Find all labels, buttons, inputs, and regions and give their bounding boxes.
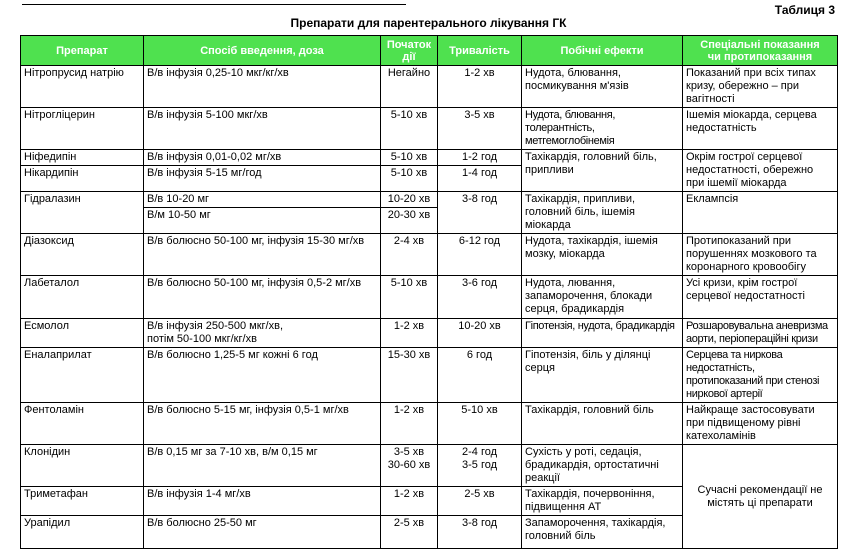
drug-name: Урапідил bbox=[21, 516, 144, 549]
onset: 1-2 хв bbox=[381, 319, 438, 348]
drug-name: Клонідин bbox=[21, 445, 144, 487]
onset: 5-10 хв bbox=[381, 108, 438, 150]
duration: 10-20 хв bbox=[438, 319, 522, 348]
duration bbox=[438, 445, 522, 487]
drug-name: Есмолол bbox=[21, 319, 144, 348]
onset: 2-4 хв bbox=[381, 234, 438, 276]
header-special bbox=[683, 36, 838, 66]
special-notes: Найкраще застосовувати при підвищеному рівні катехоламінів bbox=[683, 403, 838, 445]
duration-iv: 2-4 год bbox=[461, 446, 498, 458]
side-effects: Запаморочення, тахікардія, головний біль bbox=[522, 516, 683, 549]
route-dose: В/в болюсно 25-50 мг bbox=[144, 516, 381, 549]
drug-name: Ніфедипін bbox=[21, 150, 144, 166]
duration: 3-6 год bbox=[438, 276, 522, 319]
onset: 5-10 хв bbox=[381, 150, 438, 166]
top-rule bbox=[22, 4, 406, 5]
route-dose: В/м 10-50 мг bbox=[144, 208, 381, 234]
table-row bbox=[21, 66, 838, 108]
drug-name: Нітропрусид натрію bbox=[21, 66, 144, 108]
header-onset: Початок дії bbox=[381, 36, 438, 66]
header-side-effects: Побічні ефекти bbox=[522, 36, 683, 66]
header-special-line2: чи протипоказання bbox=[707, 50, 813, 63]
onset: 10-20 хв bbox=[381, 192, 438, 208]
side-effects-shared: Тахікардія, головний біль, припливи bbox=[522, 150, 683, 192]
side-effects: Нудота, тахікардія, ішемія мозку, міокарда bbox=[522, 234, 683, 276]
onset: 20-30 хв bbox=[381, 208, 438, 234]
onset: 15-30 хв bbox=[381, 348, 438, 403]
header-duration: Тривалість bbox=[438, 36, 522, 66]
header-route: Спосіб введення, доза bbox=[144, 36, 381, 66]
table-row bbox=[21, 319, 838, 348]
route-dose: В/в болюсно 5-15 мг, інфузія 0,5-1 мг/хв bbox=[144, 403, 381, 445]
onset-iv: 3-5 хв bbox=[393, 446, 425, 458]
route-dose: В/в 10-20 мг bbox=[144, 192, 381, 208]
drug-name: Фентоламін bbox=[21, 403, 144, 445]
duration: 2-5 хв bbox=[438, 487, 522, 516]
side-effects: Тахікардія, почервоніння, підвищення АТ bbox=[522, 487, 683, 516]
route-dose-line1: В/в інфузія 250-500 мкг/хв, bbox=[147, 320, 284, 332]
drug-name: Нітрогліцерин bbox=[21, 108, 144, 150]
drug-name: Гідралазин bbox=[21, 192, 144, 234]
onset-im: 30-60 хв bbox=[387, 459, 431, 471]
table-row bbox=[21, 445, 838, 487]
onset: 5-10 хв bbox=[381, 276, 438, 319]
table-row bbox=[21, 276, 838, 319]
special-notes: Еклампсія bbox=[683, 192, 838, 234]
route-dose-line2: потім 50-100 мкг/кг/хв bbox=[147, 333, 257, 345]
special-notes-shared: Окрім гострої серцевої недостатності, обережно при ішемії міокарда bbox=[683, 150, 838, 192]
table-row bbox=[21, 348, 838, 403]
route-dose: В/в інфузія 1-4 мг/хв bbox=[144, 487, 381, 516]
onset: 1-2 хв bbox=[381, 487, 438, 516]
duration: 3-5 хв bbox=[438, 108, 522, 150]
special-notes-shared: Сучасні рекомендації не містять ці препарати bbox=[683, 445, 838, 549]
route-dose: В/в болюсно 50-100 мг, інфузія 15-30 мг/хв bbox=[144, 234, 381, 276]
drug-name: Лабеталол bbox=[21, 276, 144, 319]
route-dose bbox=[144, 319, 381, 348]
drugs-table bbox=[20, 35, 838, 549]
table-row bbox=[21, 403, 838, 445]
route-dose: В/в 0,15 мг за 7-10 хв, в/м 0,15 мг bbox=[144, 445, 381, 487]
side-effects: Нудота, лювання, запаморочення, блокади серця, брадикардія bbox=[522, 276, 683, 319]
onset: Негайно bbox=[381, 66, 438, 108]
special-notes: Ішемія міокарда, серцева недостатність bbox=[683, 108, 838, 150]
table-title: Препарати для парентерального лікування ГК bbox=[290, 16, 567, 30]
side-effects: Нудота, блювання, посмикування м'язів bbox=[522, 66, 683, 108]
onset bbox=[381, 445, 438, 487]
special-notes: Протипоказаний при порушеннях мозкового та коронарного кровообігу bbox=[683, 234, 838, 276]
duration: 3-8 год bbox=[438, 516, 522, 549]
route-dose: В/в інфузія 0,25-10 мкг/кг/хв bbox=[144, 66, 381, 108]
onset: 2-5 хв bbox=[381, 516, 438, 549]
route-dose: В/в інфузія 0,01-0,02 мг/хв bbox=[144, 150, 381, 166]
header-drug: Препарат bbox=[21, 36, 144, 66]
duration: 1-2 год bbox=[438, 150, 522, 166]
drug-name: Еналаприлат bbox=[21, 348, 144, 403]
table-row bbox=[21, 150, 838, 166]
header-row bbox=[21, 36, 838, 66]
special-notes: Показаний при всіх типах кризу, обережно – при вагітності bbox=[683, 66, 838, 108]
side-effects: Гіпотензія, нудота, брадикардія bbox=[522, 319, 683, 348]
side-effects: Нудота, блювання, толерантність, метгемоглобінемія bbox=[522, 108, 683, 150]
duration: 5-10 хв bbox=[438, 403, 522, 445]
table-number: Таблиця 3 bbox=[774, 3, 835, 17]
duration: 1-4 год bbox=[438, 166, 522, 192]
table-row bbox=[21, 192, 838, 208]
side-effects: Тахікардія, головний біль bbox=[522, 403, 683, 445]
side-effects: Гіпотензія, біль у ділянці серця bbox=[522, 348, 683, 403]
drug-name: Триметафан bbox=[21, 487, 144, 516]
route-dose: В/в болюсно 50-100 мг, інфузія 0,5-2 мг/хв bbox=[144, 276, 381, 319]
route-dose: В/в інфузія 5-15 мг/год bbox=[144, 166, 381, 192]
table-row bbox=[21, 234, 838, 276]
special-notes: Розшаровувальна аневризма аорти, періопераційні кризи bbox=[683, 319, 838, 348]
side-effects: Сухість у роті, седація, брадикардія, ортостатичні реакції bbox=[522, 445, 683, 487]
drug-name: Нікардипін bbox=[21, 166, 144, 192]
duration: 6-12 год bbox=[438, 234, 522, 276]
route-dose: В/в інфузія 5-100 мкг/хв bbox=[144, 108, 381, 150]
duration: 1-2 хв bbox=[438, 66, 522, 108]
special-notes: Усі кризи, крім гострої серцевої недостатності bbox=[683, 276, 838, 319]
duration: 6 год bbox=[438, 348, 522, 403]
drug-name: Діазоксид bbox=[21, 234, 144, 276]
table-row bbox=[21, 108, 838, 150]
special-notes: Серцева та ниркова недостатність, протипоказаний при стенозі ниркової артерії bbox=[683, 348, 838, 403]
side-effects: Тахікардія, припливи, головний біль, ішемія міокарда bbox=[522, 192, 683, 234]
onset: 1-2 хв bbox=[381, 403, 438, 445]
onset: 5-10 хв bbox=[381, 166, 438, 192]
duration: 3-8 год bbox=[438, 192, 522, 234]
duration-im: 3-5 год bbox=[461, 459, 498, 471]
route-dose: В/в болюсно 1,25-5 мг кожні 6 год bbox=[144, 348, 381, 403]
header-special-line1: Спеціальні показання bbox=[700, 38, 820, 51]
